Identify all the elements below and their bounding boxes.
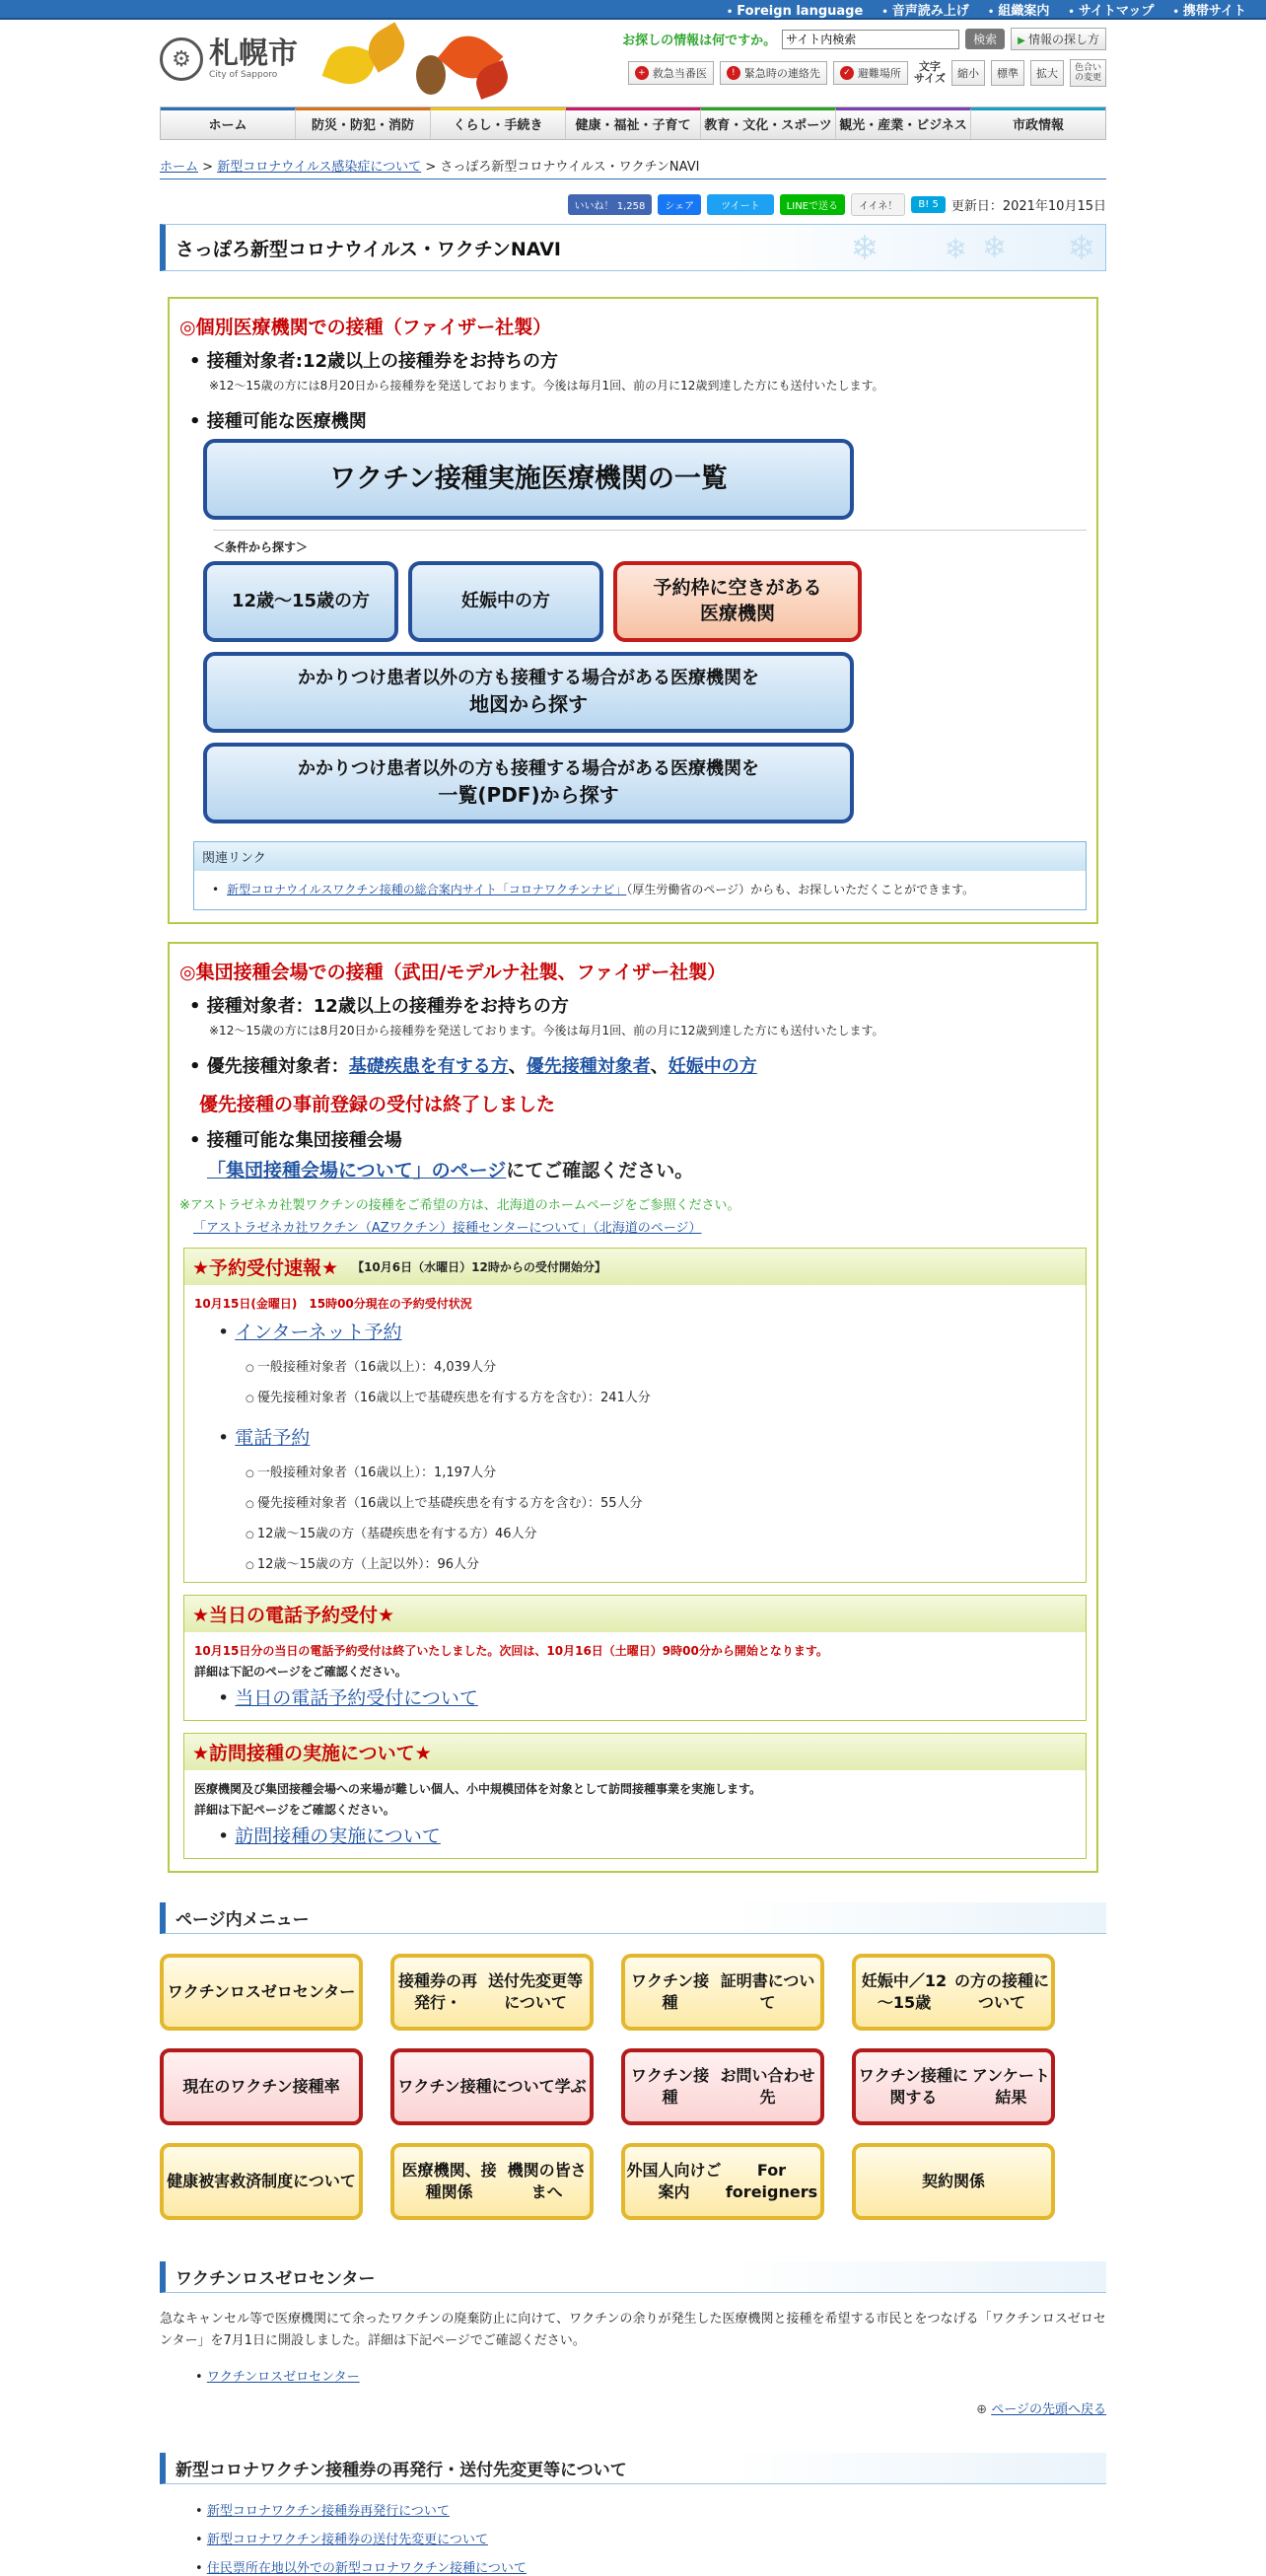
nav-tourism[interactable]: 観光・産業・ビジネス bbox=[836, 107, 971, 139]
menu-button[interactable]: 医療機関、接種関係 機関の皆さまへ bbox=[390, 2143, 594, 2220]
priority-targets: • 優先接種対象者：基礎疾患を有する方、優先接種対象者、妊娠中の方 bbox=[189, 1052, 1087, 1078]
nav-disaster[interactable]: 防災・防犯・消防 bbox=[296, 107, 431, 139]
same-day-detail: 詳細は下記のページをご確認ください。 bbox=[194, 1664, 407, 1679]
font-normal-button[interactable]: 標準 bbox=[991, 60, 1024, 86]
related-links bbox=[193, 841, 1087, 910]
city-logo[interactable] bbox=[160, 37, 298, 81]
astrazeneca-note: ※アストラゼネカ社製ワクチンの接種をご希望の方は、北海道のホームページをご参照ください。 bbox=[179, 1197, 740, 1213]
same-day-phone-box bbox=[183, 1595, 1087, 1721]
global-nav bbox=[160, 107, 1106, 140]
phone-reservation-link[interactable]: 電話予約 bbox=[235, 1426, 311, 1449]
venue-label: • 接種可能な集団接種会場 bbox=[189, 1126, 1087, 1152]
clinic-list-button[interactable]: ワクチン接種実施医療機関の一覧 bbox=[203, 439, 854, 520]
reservation-status-title: ★予約受付速報★ 【10月6日（水曜日）12時からの受付開始分】 bbox=[184, 1249, 1086, 1285]
emergency-doctor-button[interactable]: + 救急当番医 bbox=[628, 61, 714, 85]
astrazeneca-link[interactable]: 「アストラゼネカ社ワクチン（AZワクチン）接種センターについて」（北海道のページ） bbox=[193, 1220, 702, 1236]
menu-button[interactable]: 外国人向けご案内 For foreigners bbox=[621, 2143, 824, 2220]
logo-subtitle: City of Sapporo bbox=[209, 70, 278, 80]
same-day-title: ★当日の電話予約受付★ bbox=[184, 1596, 1086, 1632]
internet-reservation-item bbox=[218, 1318, 1076, 1344]
snowflake-icon: ❄ bbox=[944, 233, 967, 265]
voice-reading-link[interactable]: • 音声読み上げ bbox=[881, 4, 968, 19]
target-note: ※12～15歳の方には8月20日から接種券を発送しております。今後は毎月1回、前の月に12歳到達した方にも送付いたします。 bbox=[209, 1023, 884, 1038]
address-change-link[interactable]: 新型コロナワクチン接種券の送付先変更について bbox=[206, 2532, 488, 2547]
list-item bbox=[195, 2500, 1106, 2519]
target-text: • 接種対象者：12歳以上の接種券をお持ちの方 bbox=[189, 992, 1087, 1018]
registration-ended-notice: 優先接種の事前登録の受付は終了しました bbox=[199, 1093, 556, 1115]
underlying-condition-link[interactable]: 基礎疾患を有する方 bbox=[348, 1055, 509, 1077]
same-day-item bbox=[218, 1683, 1076, 1710]
organization-link[interactable]: • 組織案内 bbox=[988, 4, 1049, 19]
reservation-status-time: 10月15日(金曜日) 15時00分現在の予約受付状況 bbox=[194, 1296, 472, 1311]
search-prompt: お探しの情報は何ですか。 bbox=[622, 34, 777, 48]
plus-icon: + bbox=[635, 66, 649, 80]
line-button[interactable]: LINEで送る bbox=[780, 194, 845, 215]
home-visit-box bbox=[183, 1733, 1087, 1859]
loss-zero-text: 急なキャンセル等で医療機関にて余ったワクチンの廃棄防止に向けて、ワクチンの余りが発生した医療機関と接種を希望する市民とをつなげる「ワクチンロスゼロセンター」を7月1日に開設しました。詳細は下記ページでご確認ください。 bbox=[160, 2311, 1106, 2348]
home-visit-item bbox=[218, 1822, 1076, 1848]
hatena-button[interactable]: B! 5 bbox=[911, 196, 945, 213]
site-header bbox=[160, 20, 1106, 107]
social-bar bbox=[160, 193, 1106, 216]
list-item: ○ 一般接種対象者（16歳以上）：4,039人分 bbox=[246, 1356, 1076, 1375]
loss-zero-link[interactable]: ワクチンロスゼロセンター bbox=[206, 2369, 360, 2385]
list-item: ○ 優先接種対象者（16歳以上で基礎疾患を有する方を含む）：55人分 bbox=[246, 1492, 1076, 1511]
priority-target-link[interactable]: 優先接種対象者 bbox=[526, 1055, 651, 1077]
available-clinics-label: • 接種可能な医療機関 bbox=[189, 407, 1087, 433]
font-small-button[interactable]: 縮小 bbox=[951, 60, 985, 86]
facebook-like-button[interactable]: いいね！ 1,258 bbox=[568, 194, 653, 215]
home-visit-text: 医療機関及び集団接種会場への来場が難しい個人、小中規模団体を対象として訪問接種事業を実施します。 bbox=[194, 1781, 762, 1796]
individual-clinic-section bbox=[168, 297, 1098, 924]
group-vaccination-section bbox=[168, 942, 1098, 1873]
menu-button[interactable]: ワクチン接種に関する アンケート結果 bbox=[852, 2048, 1055, 2125]
menu-button[interactable]: ワクチンロス ゼロセンター bbox=[160, 1954, 363, 2031]
menu-button[interactable]: ワクチン接種に ついて学ぶ bbox=[390, 2048, 594, 2125]
internet-reservation-link[interactable]: インターネット予約 bbox=[235, 1321, 402, 1343]
venue-line: 「集団接種会場について」のページにてご確認ください。 bbox=[207, 1159, 694, 1181]
reissue-link[interactable]: 新型コロナワクチン接種券再発行について bbox=[206, 2503, 450, 2519]
pregnant-button[interactable]: 妊娠中の方 bbox=[408, 561, 603, 642]
corona-vaccine-navi-link[interactable]: 新型コロナウイルスワクチン接種の総合案内サイト「コロナワクチンナビ」 bbox=[227, 883, 627, 896]
nav-home[interactable]: ホーム bbox=[161, 107, 296, 139]
list-item bbox=[195, 2366, 1106, 2385]
menu-button[interactable]: 接種券の再発行・ 送付先変更等について bbox=[390, 1954, 594, 2031]
pdf-list-button[interactable]: かかりつけ患者以外の方も接種する場合がある医療機関を 一覧(PDF)から探す bbox=[203, 743, 854, 823]
breadcrumb-parent[interactable]: 新型コロナウイルス感染症について bbox=[217, 160, 422, 175]
font-size-label: 文字 サイズ bbox=[913, 60, 946, 85]
age-12-15-button[interactable]: 12歳～15歳の方 bbox=[203, 561, 398, 642]
page-title: さっぽろ新型コロナウイルス・ワクチンNAVI ❄ ❄ ❄ ❄ bbox=[160, 224, 1106, 271]
list-item: ○ 12歳～15歳の方（基礎疾患を有する方）46人分 bbox=[246, 1523, 1076, 1541]
target-text: • 接種対象者:12歳以上の接種券をお持ちの方 bbox=[189, 347, 1087, 373]
home-visit-detail: 詳細は下記ページをご確認ください。 bbox=[194, 1802, 395, 1817]
map-search-button[interactable]: かかりつけ患者以外の方も接種する場合がある医療機関を 地図から探す bbox=[203, 652, 854, 733]
back-to-top bbox=[160, 2398, 1106, 2417]
utility-bar bbox=[0, 0, 1266, 20]
sitemap-link[interactable]: • サイトマップ bbox=[1068, 4, 1154, 19]
foreign-language-link[interactable]: • Foreign language bbox=[727, 4, 863, 19]
updated-date: 更新日：2021年10月15日 bbox=[950, 199, 1106, 214]
arrow-up-icon: ⊕ bbox=[976, 2401, 992, 2417]
city-emblem-icon: ⚙ bbox=[160, 37, 203, 81]
emergency-contact-button[interactable]: ! 緊急時の連絡先 bbox=[720, 61, 827, 85]
font-large-button[interactable]: 拡大 bbox=[1030, 60, 1064, 86]
reissue-heading: 新型コロナワクチン接種券の再発行・送付先変更等について bbox=[160, 2453, 1106, 2484]
non-resident-link[interactable]: 住民票所在地以外での新型コロナワクチン接種について bbox=[206, 2560, 527, 2576]
menu-button[interactable]: 妊娠中／12～15歳 の方の接種について bbox=[852, 1954, 1055, 2031]
section-heading: ◎集団接種会場での接種（武田/モデルナ社製、ファイザー社製） bbox=[179, 961, 727, 983]
list-item: ○ 一般接種対象者（16歳以上）：1,197人分 bbox=[246, 1462, 1076, 1480]
menu-button[interactable]: ワクチン接種 お問い合わせ先 bbox=[621, 2048, 824, 2125]
home-visit-title: ★訪問接種の実施について★ bbox=[184, 1734, 1086, 1770]
related-links-title: 関連リンク bbox=[194, 842, 1086, 871]
menu-button[interactable]: 健康被害救済制度 について bbox=[160, 2143, 363, 2220]
phone-reservation-item bbox=[218, 1423, 1076, 1450]
venue-page-link[interactable]: 「集団接種会場について」のページ bbox=[207, 1159, 507, 1181]
site-search bbox=[622, 28, 1106, 50]
home-visit-link[interactable]: 訪問接種の実施について bbox=[235, 1825, 441, 1847]
autumn-leaves-decoration bbox=[308, 26, 515, 105]
same-day-link[interactable]: 当日の電話予約受付について bbox=[235, 1686, 478, 1709]
snowflake-icon: ❄ bbox=[1067, 229, 1095, 268]
alert-icon: ! bbox=[727, 66, 740, 80]
list-item bbox=[195, 2557, 1106, 2576]
loss-zero-heading: ワクチンロスゼロセンター bbox=[160, 2261, 1106, 2293]
search-input[interactable] bbox=[782, 30, 959, 49]
open-slots-button[interactable]: 予約枠に空きがある 医療機関 bbox=[613, 561, 862, 642]
list-item bbox=[195, 2529, 1106, 2547]
same-day-notice: 10月15日分の当日の電話予約受付は終了いたしました。次回は、10月16日（土曜日）9時00分から開始となります。 bbox=[194, 1643, 828, 1658]
list-item: ○ 優先接種対象者（16歳以上で基礎疾患を有する方を含む）：241人分 bbox=[246, 1387, 1076, 1405]
nav-health[interactable]: 健康・福祉・子育て bbox=[566, 107, 701, 139]
facebook-share-button[interactable]: シェア bbox=[658, 194, 701, 215]
nav-living[interactable]: くらし・手続き bbox=[431, 107, 566, 139]
breadcrumb: ホーム > 新型コロナウイルス感染症について > さっぽろ新型コロナウイルス・ワクチンNAVI bbox=[160, 156, 1106, 179]
astrazeneca-line bbox=[193, 1217, 1087, 1236]
back-to-top-link[interactable]: ページの先頭へ戻る bbox=[991, 2401, 1106, 2417]
condition-search-label: ＜条件から探す＞ bbox=[213, 530, 1087, 555]
reservation-status-box bbox=[183, 1248, 1087, 1583]
check-icon: ✓ bbox=[840, 66, 854, 80]
page-menu-heading: ページ内メニュー bbox=[160, 1902, 1106, 1934]
related-link-item: • 新型コロナウイルスワクチン接種の総合案内サイト「コロナワクチンナビ」（厚生労働省のページ）からも、お探しいただくことができます。 bbox=[194, 871, 1086, 909]
logo-title: 札幌市 bbox=[209, 36, 298, 71]
nav-city-info[interactable]: 市政情報 bbox=[971, 107, 1105, 139]
menu-button[interactable]: 契約関係 bbox=[852, 2143, 1055, 2220]
pregnant-link[interactable]: 妊娠中の方 bbox=[668, 1055, 757, 1077]
section-heading: ◎個別医療機関での接種（ファイザー社製） bbox=[179, 317, 552, 338]
mixi-button[interactable]: イイネ！ bbox=[851, 193, 905, 216]
menu-button[interactable]: ワクチン接種 証明書について bbox=[621, 1954, 824, 2031]
color-change-button[interactable]: 色合い の変更 bbox=[1070, 59, 1106, 87]
breadcrumb-current: さっぽろ新型コロナウイルス・ワクチンNAVI bbox=[440, 160, 700, 175]
snowflake-icon: ❄ bbox=[981, 231, 1007, 265]
mobile-site-link[interactable]: • 携帯サイト bbox=[1173, 4, 1247, 19]
evacuation-button[interactable]: ✓ 避難場所 bbox=[833, 61, 908, 85]
target-note: ※12～15歳の方には8月20日から接種券を発送しております。今後は毎月1回、前の月に12歳到達した方にも送付いたします。 bbox=[209, 379, 884, 393]
page-menu-grid bbox=[160, 1954, 1106, 2220]
menu-button[interactable]: 現在のワクチン 接種率 bbox=[160, 2048, 363, 2125]
tweet-button[interactable]: ツイート bbox=[707, 194, 774, 215]
emergency-links bbox=[628, 59, 1106, 87]
how-to-find-button[interactable]: ▶ 情報の探し方 bbox=[1011, 28, 1106, 50]
search-button[interactable]: 検索 bbox=[965, 29, 1005, 49]
list-item: ○ 12歳～15歳の方（上記以外）：96人分 bbox=[246, 1553, 1076, 1572]
snowflake-icon: ❄ bbox=[850, 229, 879, 268]
nav-education[interactable]: 教育・文化・スポーツ bbox=[701, 107, 836, 139]
breadcrumb-home[interactable]: ホーム bbox=[160, 160, 199, 175]
